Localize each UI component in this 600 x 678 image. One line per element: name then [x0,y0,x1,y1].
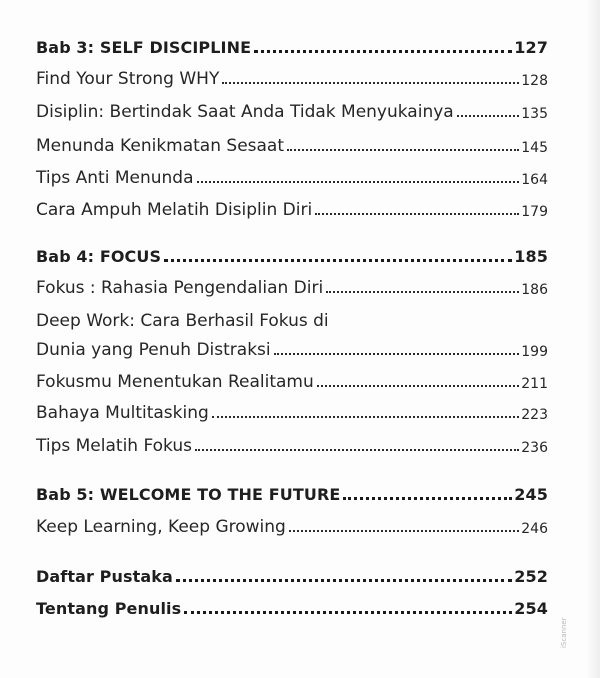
chapter-title: Bab 3: SELF DISCIPLINE [36,38,252,57]
scanner-watermark: iScanner [560,617,568,648]
toc-entry [36,280,548,297]
toc-entry [36,438,548,455]
dot-leader [457,115,520,117]
dot-leader [212,416,519,418]
entry-title: Keep Learning, Keep Growing [36,517,286,537]
page-number: 127 [514,38,548,57]
back-matter-about-author [36,601,548,617]
page-number: 135 [521,106,548,122]
page-number: 179 [521,204,548,220]
dot-leader [176,579,512,582]
dot-leader [315,213,519,215]
toc-entry [36,405,548,422]
page-number: 223 [521,407,548,423]
page-number: 254 [514,599,548,618]
dot-leader [274,353,520,355]
dot-leader [287,149,519,151]
dot-leader [289,530,519,532]
page-number: 145 [521,140,548,156]
dot-leader [197,181,520,183]
dot-leader [184,611,512,614]
toc-entry [36,170,548,187]
dot-leader [326,291,519,293]
dot-leader [195,449,519,451]
entry-title: Cara Ampuh Melatih Disiplin Diri [36,200,313,220]
page-number: 211 [521,376,548,392]
toc-entry [36,202,548,219]
toc-entry [36,342,548,359]
toc-entry [36,71,548,88]
entry-title: Fokusmu Menentukan Realitamu [36,372,314,392]
dot-leader [222,82,519,84]
toc-entry [36,138,548,155]
toc-entry [36,374,548,391]
entry-title: Disiplin: Bertindak Saat Anda Tidak Menyukainya [36,102,454,122]
dot-leader [343,497,512,500]
page-number: 236 [521,440,548,456]
page-number: 164 [521,172,548,188]
entry-title: Dunia yang Penuh Distraksi [36,340,271,360]
entry-title: Bahaya Multitasking [36,403,209,423]
entry-title-line-1: Deep Work: Cara Berhasil Fokus di [36,311,329,331]
dot-leader [164,259,512,262]
page-number: 245 [514,485,548,504]
page-edge-shadow [586,0,600,678]
dot-leader [317,385,519,387]
entry-title: Tips Anti Menunda [36,168,194,188]
toc-entry [36,104,548,121]
chapter-title: Bab 4: FOCUS [36,247,162,266]
entry-title: Tips Melatih Fokus [36,436,192,456]
entry-title: Fokus : Rahasia Pengendalian Diri [36,278,324,298]
back-matter-bibliography [36,569,548,585]
dot-leader [254,50,512,53]
page-number: 246 [521,521,548,537]
page-number: 185 [514,247,548,266]
page-number: 252 [514,567,548,586]
chapter-5-heading [36,487,548,503]
toc-entry [36,519,548,536]
chapter-4-heading [36,249,548,265]
entry-title: Menunda Kenikmatan Sesaat [36,136,285,156]
page-number: 186 [521,282,548,298]
section-title: Tentang Penulis [36,599,182,618]
page-number: 128 [521,73,548,89]
entry-title: Find Your Strong WHY [36,69,220,89]
chapter-title: Bab 5: WELCOME TO THE FUTURE [36,485,341,504]
section-title: Daftar Pustaka [36,567,173,586]
chapter-3-heading [36,40,548,56]
page-number: 199 [521,344,548,360]
